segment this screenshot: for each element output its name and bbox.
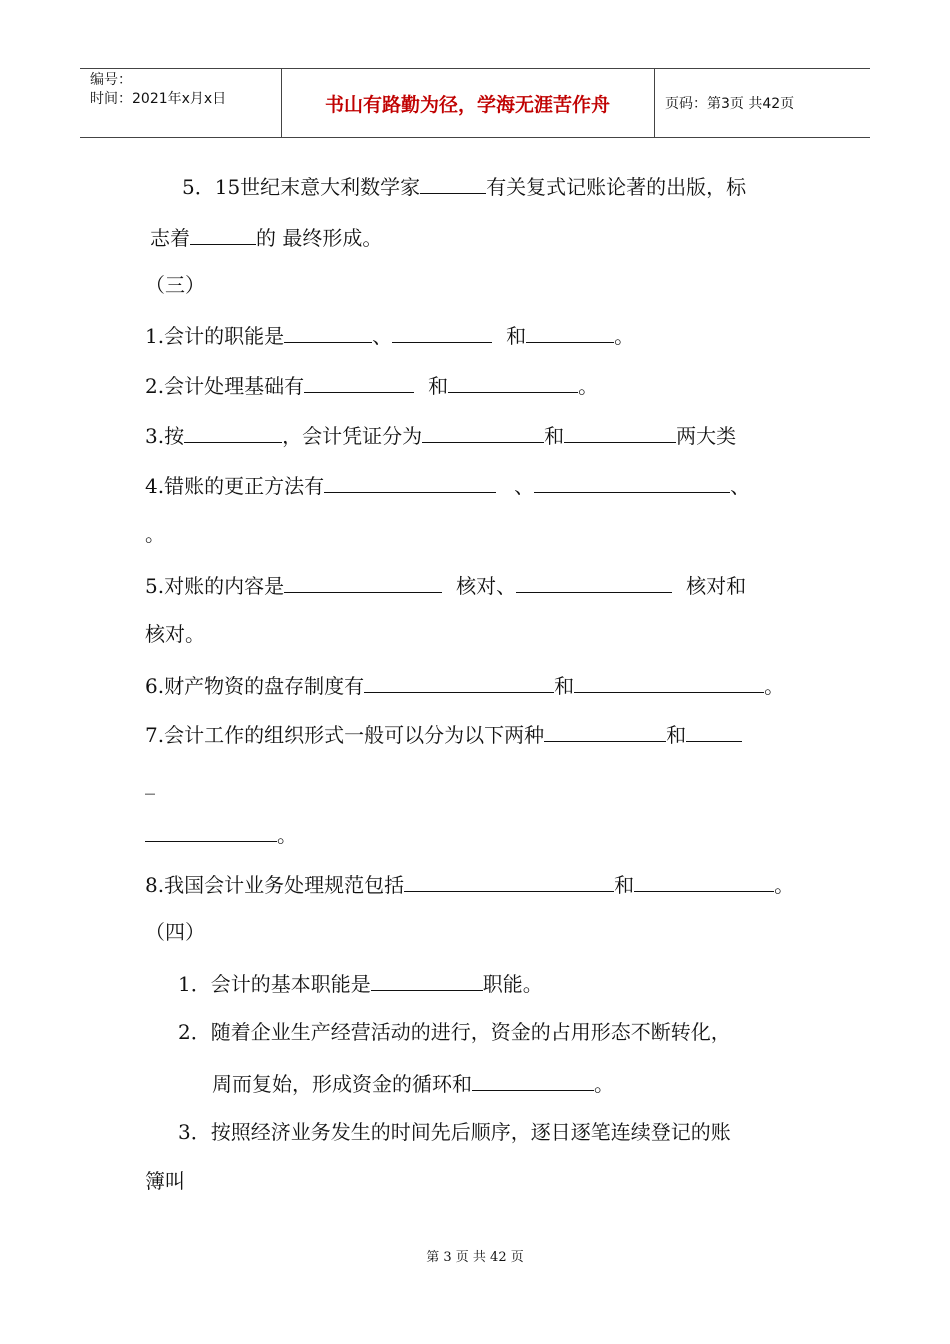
blank [534,472,730,493]
blank [422,422,544,443]
question-line: 6.财产物资的盘存制度有 和 。 [145,674,785,698]
header-motto: 书山有路勤为径，学海无涯苦作舟 [324,93,610,116]
header-meta [90,71,226,109]
question-line: 3．按照经济业务发生的时间先后顺序，逐日逐笔连续登记的账 [178,1120,731,1144]
question-line: 。 [145,821,297,847]
blank [392,322,492,343]
section-heading: （四） [145,920,205,944]
blank [516,572,672,593]
blank [564,422,676,443]
blank [420,173,486,194]
question-line: 簿叫 [145,1169,185,1193]
blank [324,472,496,493]
blank [190,224,256,245]
blank [184,422,282,443]
blank [544,721,666,742]
blank [364,672,554,693]
question-line: 5.对账的内容是 核对、 核对和 [145,574,747,598]
question-line: 周而复始，形成资金的循环和 。 [212,1072,614,1096]
question-line: 核对。 [145,622,205,646]
blank [634,871,774,892]
blank [284,572,442,593]
question-line: 1.会计的职能是 、 和 。 [145,324,635,348]
question-line: 1．会计的基本职能是 职能。 [178,972,543,996]
question-line: 。 [145,522,165,546]
question-line: 2．随着企业生产经营活动的进行，资金的占用形态不断转化， [178,1020,731,1044]
blank [526,322,614,343]
question-line: 4.错账的更正方法有 、 、 [145,474,751,498]
blank [284,322,372,343]
section-heading: （三） [145,273,205,297]
number-label: 编号： [90,72,132,88]
blank [145,821,277,842]
blank [371,970,483,991]
page-info: 页码：第3页 共42页 [665,96,795,112]
question-line: 志着 的 最终形成。 [150,226,383,250]
header-divider [654,69,655,137]
date-label: 时间：2021年x月x日 [90,91,227,107]
blank [686,721,742,742]
question-line: _ [145,771,155,795]
question-line: 3.按 ，会计凭证分为 和 两大类 [145,424,737,448]
question-line: 2.会计处理基础有 和 。 [145,374,599,398]
question-line: 5．15世纪末意大利数学家 有关复式记账论著的出版，标 [182,175,747,199]
blank [472,1070,594,1091]
blank [404,871,614,892]
question-line: 7.会计工作的组织形式一般可以分为以下两种 和 [145,721,742,747]
question-line: 8.我国会计业务处理规范包括 和 。 [145,873,795,897]
page-header [80,68,870,138]
blank [574,672,764,693]
blank [304,372,414,393]
page-footer: 第 3 页 共 42 页 [426,1250,524,1265]
blank [448,372,578,393]
